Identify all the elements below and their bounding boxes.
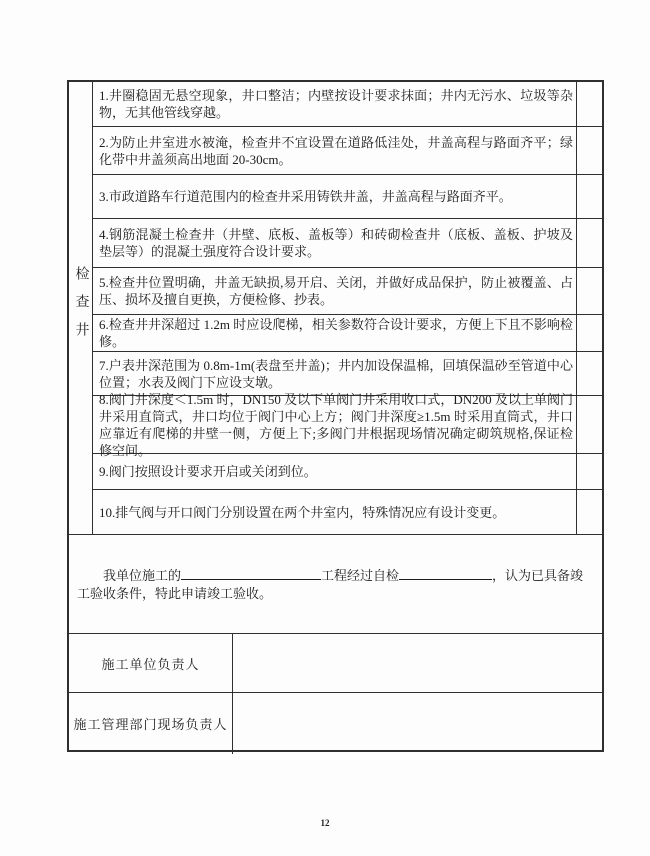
project-name-blank [181, 567, 321, 580]
checklist-item-text: 3.市政道路车行道范围内的检查井采用铸铁井盖，井盖高程与路面齐平。 [93, 175, 577, 218]
page-number: 12 [320, 818, 330, 828]
checklist-item-row [93, 82, 602, 127]
checklist-item-text: 1.井圈稳固无悬空现象，井口整洁；内壁按设计要求抹面；井内无污水、垃圾等杂物，无其他管线穿越。 [93, 82, 577, 126]
check-result-cell [577, 396, 602, 453]
declaration-lead-text: 我单位施工的 [103, 568, 182, 583]
checklist-section [69, 82, 602, 535]
check-result-cell [577, 268, 602, 314]
checklist-item-row [93, 268, 602, 315]
checklist-item-row [93, 490, 602, 534]
checklist-item-row [93, 175, 602, 219]
checklist-item-text: 9.阀门按照设计要求开启或关闭到位。 [93, 454, 577, 489]
checklist-item-text: 8.阀门井深度＜1.5m 时，DN150 及以下单阀门井采用收口式，DN200 及以上单阀门井采用直筒式，井口均位于阀门中心上方；阀门井深度≥1.5m 时采用直筒式，井口应靠近有爬梯的井壁一侧，方便上下;多阀门井根据现场情况确定砌筑规格,保证检修空间。 [93, 396, 577, 453]
self-inspection-declaration [69, 535, 602, 634]
checklist-item-row [93, 219, 602, 268]
self-check-result-blank [399, 567, 492, 580]
check-result-cell [577, 127, 602, 174]
check-result-cell [577, 315, 602, 351]
check-result-cell [577, 352, 602, 395]
signature-value-cell [233, 693, 602, 754]
category-label: 检查井 [73, 266, 89, 350]
check-result-cell [577, 175, 602, 218]
checklist-item-row [93, 352, 602, 396]
checklist-item-row [93, 315, 602, 352]
checklist-item-text: 4.钢筋混凝土检查井（井壁、底板、盖板等）和砖砌检查井（底板、盖板、护坡及垫层等）的混凝土强度符合设计要求。 [93, 219, 577, 267]
check-result-cell [577, 454, 602, 489]
signature-label: 施工单位负责人 [69, 634, 233, 692]
declaration-tail-text: ，认为已具备竣工验收条件，特此申请竣工验收。 [77, 568, 584, 601]
checklist-item-text: 2.为防止井室进水被淹，检查井不宜设置在道路低洼处，井盖高程与路面齐平；绿化带中井盖须高出地面 20-30cm。 [93, 127, 577, 174]
checklist-item-text: 7.户表井深范围为 0.8m-1m(表盘至井盖)；井内加设保温棉，回填保温砂至管道中心位置；水表及阀门下应设支墩。 [93, 352, 577, 395]
category-cell [69, 82, 93, 534]
checklist-item-row [93, 391, 602, 458]
signature-label: 施工管理部门现场负责人 [69, 693, 233, 754]
check-result-cell [577, 82, 602, 126]
declaration-mid-text: 工程经过自检 [321, 568, 400, 583]
checklist-item-row [93, 454, 602, 490]
checklist-item-text: 5.检查井位置明确，井盖无缺损,易开启、关闭，并做好成品保护，防止被覆盖、占压、损坏及擅自更换，方便检修、抄表。 [93, 268, 577, 314]
checklist-item-text: 6.检查井井深超过 1.2m 时应设爬梯，相关参数符合设计要求，方便上下且不影响检修。 [93, 315, 577, 351]
inspection-checklist-table [67, 80, 604, 752]
checklist-item-text: 10.排气阀与开口阀门分别设置在两个井室内，特殊情况应有设计变更。 [93, 490, 577, 534]
check-result-cell [577, 219, 602, 267]
checklist-item-row [93, 127, 602, 175]
check-result-cell [577, 490, 602, 534]
checklist-rows [93, 82, 602, 534]
signature-value-cell [233, 634, 602, 692]
signature-row [69, 634, 602, 693]
signature-row [69, 693, 602, 754]
